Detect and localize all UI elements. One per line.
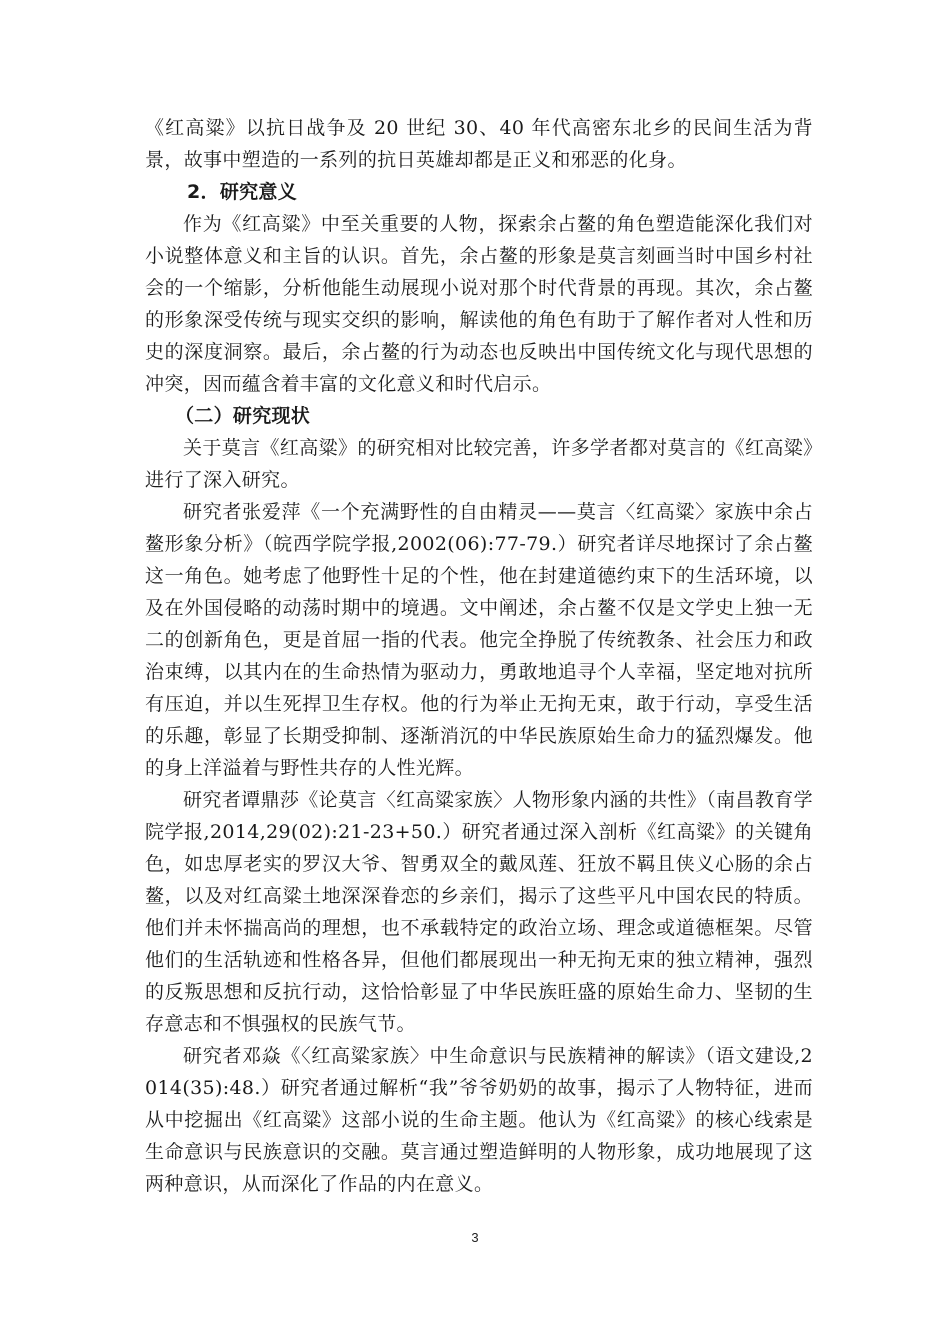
section-heading-research-significance: 2．研究意义 (187, 181, 298, 203)
paragraph-research-significance: 作为《红高粱》中至关重要的人物，探索余占鳌的角色塑造能深化我们对小说整体意义和主旨的认识。首先，余占鳌的形象是莫言刻画当时中国乡村社会的一个缩影，分析他能生动展现小说对那个时代背景的再现。其次，余占鳌的形象深受传统与现实交织的影响，解读他的角色有助于了解作者对人性和历史的深度洞察。最后，余占鳌的行为动态也反映出中国传统文化与现代思想的冲突，因而蕴含着丰富的文化意义和时代启示。 (145, 213, 813, 395)
section-heading-research-status: （二）研究现状 (175, 405, 311, 427)
paragraph-deng-yan: 研究者邓焱《〈红高粱家族〉中生命意识与民族精神的解读》（语文建设,2014(35):48.）研究者通过解析“我”爷爷奶奶的故事，揭示了人物特征，进而从中挖掘出《红高粱》这部小说的生命主题。他认为《红高粱》的核心线索是生命意识与民族意识的交融。莫言通过塑造鲜明的人物形象，成功地展现了这两种意识，从而深化了作品的内在意义。 (145, 1045, 813, 1195)
page-number: 3 (471, 1230, 479, 1245)
document-body (145, 112, 813, 1200)
paragraph-tan-dingsha: 研究者谭鼎莎《论莫言〈红高粱家族〉人物形象内涵的共性》（南昌教育学院学报,2014,29(02):21-23+50.）研究者通过深入剖析《红高粱》的关键角色，如忠厚老实的罗汉大爷、智勇双全的戴凤莲、狂放不羁且侠义心肠的余占鳌，以及对红高粱土地深深眷恋的乡亲们，揭示了这些平凡中国农民的特质。他们并未怀揣高尚的理想，也不承载特定的政治立场、理念或道德框架。尽管他们的生活轨迹和性格各异，但他们都展现出一种无拘无束的独立精神，强烈的反叛思想和反抗行动，这恰恰彰显了中华民族旺盛的原始生命力、坚韧的生存意志和不惧强权的民族气节。 (145, 789, 813, 1035)
paragraph-research-overview: 关于莫言《红高粱》的研究相对比较完善，许多学者都对莫言的《红高粱》进行了深入研究。 (145, 437, 813, 491)
paragraph-zhang-aiping: 研究者张爱萍《一个充满野性的自由精灵——莫言〈红高粱〉家族中余占鳌形象分析》（皖西学院学报,2002(06):77-79.）研究者详尽地探讨了余占鳌这一角色。她考虑了他野性十足的个性，他在封建道德约束下的生活环境，以及在外国侵略的动荡时期中的境遇。文中阐述，余占鳌不仅是文学史上独一无二的创新角色，更是首屈一指的代表。他完全挣脱了传统教条、社会压力和政治束缚，以其内在的生命热情为驱动力，勇敢地追寻个人幸福，坚定地对抗所有压迫，并以生死捍卫生存权。他的行为举止无拘无束，敢于行动，享受生活的乐趣，彰显了长期受抑制、逐渐消沉的中华民族原始生命力的猛烈爆发。他的身上洋溢着与野性共存的人性光辉。 (145, 501, 813, 779)
paragraph-background: 《红高粱》以抗日战争及 20 世纪 30、40 年代高密东北乡的民间生活为背景，故事中塑造的一系列的抗日英雄却都是正义和邪恶的化身。 (145, 117, 813, 171)
